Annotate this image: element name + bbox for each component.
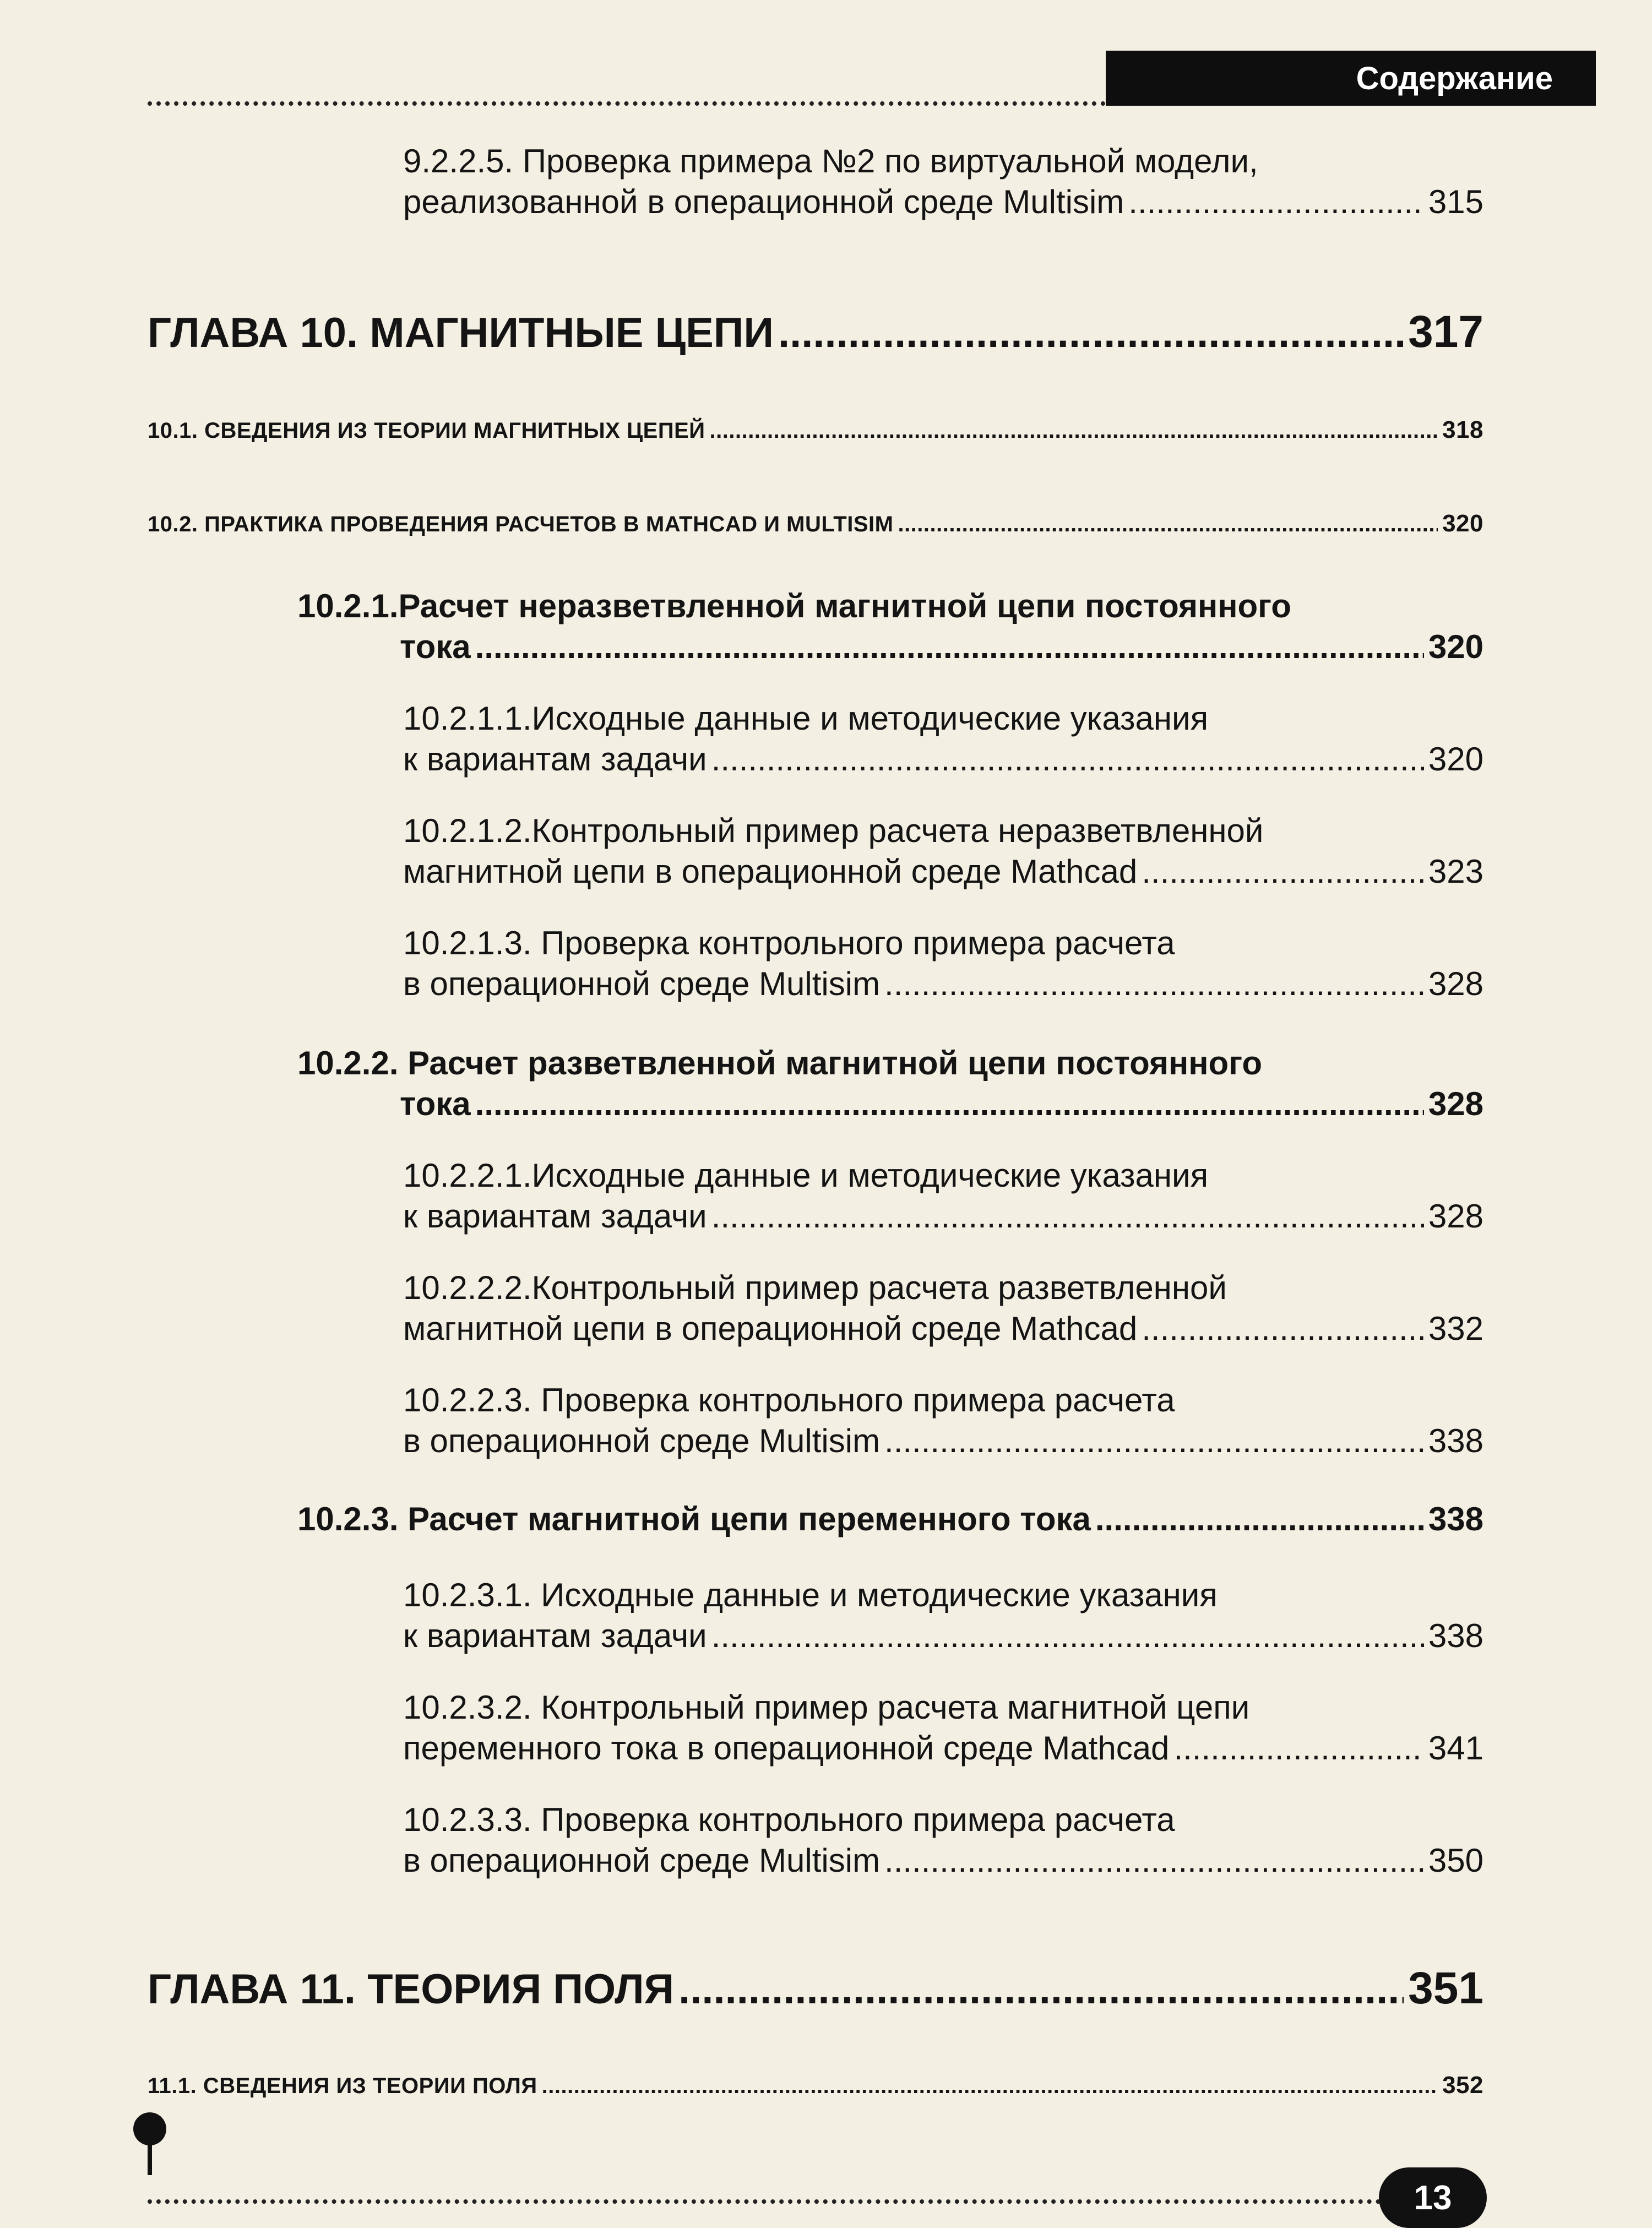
dot-leader [710, 417, 1438, 444]
toc-section-10-2[interactable] [148, 510, 1483, 538]
toc-section-10-1[interactable] [148, 416, 1483, 444]
subsection-title: тока [400, 628, 471, 665]
toc-page-number: 323 [1428, 853, 1483, 890]
toc-page-number: 338 [1428, 1422, 1483, 1459]
toc-page-number: 352 [1442, 2072, 1483, 2099]
chapter-title: ГЛАВА 11. ТЕОРИЯ ПОЛЯ [148, 1966, 675, 2013]
dot-leader [678, 1965, 1404, 2014]
toc-entry-10-2-2-2[interactable] [403, 1268, 1483, 1349]
toc-entry-10-2-1-2[interactable] [403, 811, 1483, 892]
toc-entry-text: 9.2.2.5. Проверка примера №2 по виртуальной модели, [403, 143, 1258, 180]
dot-leader [475, 1084, 1424, 1124]
dot-leader [1095, 1499, 1424, 1540]
subsection-title: тока [400, 1085, 471, 1122]
toc-subsection-10-2-2[interactable] [297, 1043, 1483, 1124]
subsection-title: 10.2.1.Расчет неразветвленной магнитной цепи постоянного [297, 588, 1291, 624]
toc-entry-text: 10.2.1.2.Контрольный пример расчета неразветвленной [403, 812, 1264, 849]
dot-leader [1142, 851, 1424, 892]
toc-chapter-11[interactable] [148, 1964, 1483, 2014]
section-header [1106, 51, 1596, 106]
page-number: 13 [1414, 2178, 1452, 2217]
footer-dotted-rule [148, 2199, 1381, 2204]
toc-entry-text: к вариантам задачи [403, 741, 707, 778]
dot-leader [898, 510, 1438, 538]
toc-page-number: 351 [1408, 1963, 1483, 2013]
toc-entry-text: 10.2.2.3. Проверка контрольного примера расчета [403, 1382, 1175, 1419]
toc-entry-text: 10.2.1.1.Исходные данные и методические указания [403, 700, 1209, 737]
toc-entry-text: в операционной среде Multisim [403, 1842, 881, 1879]
toc-entry-text: 10.2.2.2.Контрольный пример расчета разветвленной [403, 1269, 1227, 1306]
toc-entry-10-2-1-1[interactable] [403, 698, 1483, 780]
toc-page-number: 338 [1428, 1501, 1483, 1537]
toc-entry-10-2-3-2[interactable] [403, 1687, 1483, 1769]
toc-entry-text: 10.2.1.3. Проверка контрольного примера расчета [403, 925, 1175, 961]
toc-page-number: 338 [1428, 1617, 1483, 1654]
toc-entry-9-2-2-5[interactable] [403, 141, 1483, 222]
toc-page-number: 320 [1428, 628, 1483, 665]
toc-subsection-10-2-3[interactable] [297, 1499, 1483, 1540]
dot-leader [475, 627, 1424, 667]
toc-page-number: 332 [1428, 1310, 1483, 1347]
toc-entry-text: магнитной цепи в операционной среде Mathcad [403, 1310, 1138, 1347]
toc-entry-10-2-3-1[interactable] [403, 1575, 1483, 1656]
section-title: Содержание [1356, 60, 1553, 96]
toc-page-number: 315 [1428, 183, 1483, 220]
dot-leader [1142, 1308, 1424, 1349]
toc-page-number: 328 [1428, 1198, 1483, 1235]
dot-leader [884, 964, 1424, 1004]
toc-page-number: 320 [1442, 510, 1483, 537]
toc-page-number: 317 [1408, 307, 1483, 357]
toc-section-11-1[interactable] [148, 2072, 1483, 2100]
section-title: 10.1. СВЕДЕНИЯ ИЗ ТЕОРИИ МАГНИТНЫХ ЦЕПЕЙ [148, 419, 705, 443]
toc-entry-text: 10.2.3.2. Контрольный пример расчета магнитной цепи [403, 1689, 1250, 1726]
header-dotted-rule [148, 101, 1106, 106]
toc-entry-10-2-3-3[interactable] [403, 1800, 1483, 1881]
toc-entry-text: в операционной среде Multisim [403, 965, 881, 1002]
page-number-badge [1379, 2167, 1487, 2228]
toc-page-number: 328 [1428, 965, 1483, 1002]
dot-leader [711, 1196, 1424, 1237]
dot-leader [711, 739, 1424, 780]
dot-leader [778, 308, 1404, 358]
toc-entry-text: 10.2.3.3. Проверка контрольного примера расчета [403, 1801, 1175, 1838]
toc-page-number: 318 [1442, 416, 1483, 443]
toc-subsection-10-2-1[interactable] [297, 586, 1483, 667]
subsection-title: 10.2.2. Расчет разветвленной магнитной цепи постоянного [297, 1045, 1263, 1082]
toc-entry-10-2-1-3[interactable] [403, 923, 1483, 1004]
toc-entry-text: переменного тока в операционной среде Mathcad [403, 1730, 1170, 1767]
toc-entry-text: реализованной в операционной среде Multisim [403, 183, 1124, 220]
chapter-title: ГЛАВА 10. МАГНИТНЫЕ ЦЕПИ [148, 309, 774, 356]
dot-leader [711, 1616, 1424, 1656]
toc-entry-text: магнитной цепи в операционной среде Mathcad [403, 853, 1138, 890]
toc-entry-text: в операционной среде Multisim [403, 1422, 881, 1459]
toc-page-number: 320 [1428, 741, 1483, 778]
toc-entry-text: 10.2.2.1.Исходные данные и методические указания [403, 1157, 1209, 1194]
toc-entry-10-2-2-3[interactable] [403, 1380, 1483, 1461]
toc-page-number: 341 [1428, 1730, 1483, 1767]
toc-entry-text: 10.2.3.1. Исходные данные и методические указания [403, 1577, 1218, 1613]
subsection-title: 10.2.3. Расчет магнитной цепи переменного тока [297, 1501, 1091, 1537]
footer-bullet-tail [148, 2137, 152, 2175]
dot-leader [542, 2072, 1438, 2100]
dot-leader [884, 1840, 1424, 1881]
dot-leader [1128, 182, 1424, 222]
toc-entry-text: к вариантам задачи [403, 1617, 707, 1654]
toc-chapter-10[interactable] [148, 307, 1483, 358]
toc-entry-10-2-2-1[interactable] [403, 1155, 1483, 1237]
toc-page-number: 350 [1428, 1842, 1483, 1879]
dot-leader [884, 1421, 1424, 1461]
section-title: 10.2. ПРАКТИКА ПРОВЕДЕНИЯ РАСЧЕТОВ В MATHCAD И MULTISIM [148, 512, 894, 536]
section-title: 11.1. СВЕДЕНИЯ ИЗ ТЕОРИИ ПОЛЯ [148, 2074, 537, 2098]
toc-page-number: 328 [1428, 1085, 1483, 1122]
dot-leader [1173, 1728, 1423, 1769]
toc-entry-text: к вариантам задачи [403, 1198, 707, 1235]
